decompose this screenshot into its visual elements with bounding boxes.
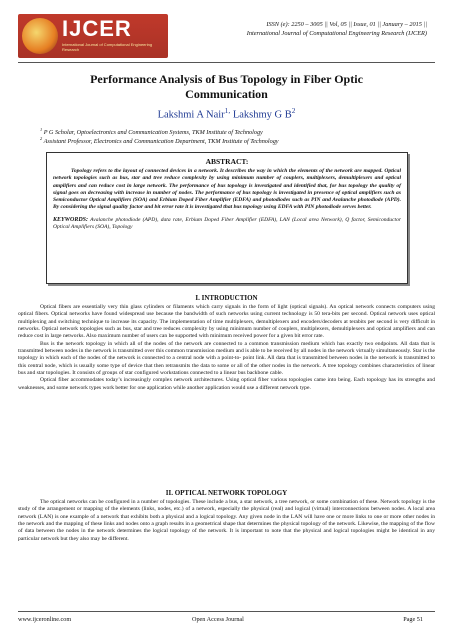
globe-icon [22,18,58,54]
section-heading-introduction: I. INTRODUCTION [195,294,258,302]
introduction-body [18,304,435,392]
issn-line: ISSN (e): 2250 – 3005 || Vol, 05 || Issue, 01 || January – 2015 || [266,21,427,28]
keywords-text: Avalanche photodiode (APD), data rate, Erbium Doped Fiber Amplifier (EDFA), LAN (Local area Network), Q factor, Semiconductor Optical Amplifiers (SOA), Topology [53,216,401,231]
journal-logo [18,14,168,58]
author-2: Lakshmy G B [232,109,292,121]
affiliation-2 [40,135,440,146]
affiliation-1-sup: 1 [40,127,43,132]
paragraph: Optical fibers are essentially very thin glass cylinders or filaments which carry signals in the form of light (optical signals). An optical network connects computers using optical fibers. Optical networks have found widespread use because the bandwidth of such networks using current technology is 50 tera-bits per second. Optical network uses optical multiplexing and switching technique to increase its capacity. The implementation of time multiplexers, demultiplexers and encoders/decoders at terabits per second is very difficult in networks. Optical network topologies such as bus, star and tree reduces complexity by using minimum number of couplers, multiplexers, demultiplexers and optical amplifiers and can reduce cost in large networks. Also maximum number of users can be supported with minimum received power for a given bit error rate. [18,304,435,340]
footer-divider [18,611,435,612]
paper-title: Performance Analysis of Bus Topology in Fiber Optic Communication [90,72,363,101]
paragraph: Bus is the network topology in which all of the nodes of the network are connected to a common transmission medium which has exactly two endpoints. All data that is transmitted between nodes in the network is transmitted over this common transmission medium and is able to be received by all nodes in the network virtually simultaneously. Star is the topology in which each of the nodes of the network is connected to a central node with a point-to- point link. All data that is transmitted between nodes in the network is transmitted to this central node, which is usually some type of device that then retransmits the data to some or all of the other nodes in the network. A tree topology combines characteristics of linear bus and star topologies. It consists of groups of star configured workstations connected to a linear bus backbone cable. [18,340,435,377]
paragraph: Optical fiber accommodates today’s increasingly complex network architectures. Using optical fiber various topologies came into being. Each topology has its strengths and weaknesses, and some network types work better for one application while another application would use a different network type. [18,377,435,391]
abstract-box [46,152,408,284]
affiliation-1-text: P G Scholar, Optoelectronics and Communication Systems, TKM Institute of Technology [43,129,263,137]
section-heading-optical-network-topology: II. OPTICAL NETWORK TOPOLOGY [165,489,288,497]
author-1: Lakshmi A Nair [157,109,225,121]
author-2-sup: 2 [291,106,296,115]
footer-page-number: Page 51 [403,616,423,623]
affiliation-2-sup: 2 [40,136,43,141]
journal-name-line: International Journal of Computational Engineering Research (IJCER) [246,30,427,37]
paragraph: The optical networks can be configured in a number of topologies. These include a bus, a star network, a tree network, or some combination of these. Network topology is the study of the arrangement or mapping of the elements (links, nodes, etc.) of a network, especially the physical (real) and logical (virtual) interconnections between nodes. A local area network (LAN) is one example of a network that exhibits both a physical and a logical topology. Any given node in the LAN will have one or more links to one or more other nodes in the network and the mapping of these links and nodes onto a graph results in a geometrical shape that determines the physical topology of the network. Likewise, the mapping of the flow of data between the nodes in the network determines the logical topology of the network. It is important to note that the physical and logical topologies might be identical in any particular network but they also may be different. [18,499,435,542]
topology-body [18,499,435,543]
footer-open-access: Open Access Journal [192,616,244,623]
abstract-text: Topology refers to the layout of connected devices in a network. It describes the way in which the elements of the network are mapped. Optical network topologies such as bus, star and tree reduce complexity by using minimum number of couplers, multiplexers, demultiplexers and optical amplifiers and can reduce cost in large network. The performance of bus topology is investigated and identified that, for bus topology the quality of signal goes on decreasing with increase in number of nodes. The performance of bus topology is investigated in presence of optical amplifiers such as Semiconductor Optical Amplifiers (SOA) and Erbium Doped Fiber Amplifier (EDFA) and photodiodes such as PIN and Avalanche photodiode (APD). By considering the signal quality factor and bit error rate it is investigated that bus topology using EDFA with PIN photodiode serves better. [53,168,401,211]
journal-meta [247,20,427,38]
logo-tagline: International Journal of Computational Engineering Research [62,42,153,52]
author-line [0,106,453,121]
keywords-label: KEYWORDS: [53,216,89,223]
footer-website-link[interactable]: www.ijceronline.com [18,616,72,623]
abstract-heading: ABSTRACT: [205,157,249,166]
affiliation-2-text: Assistant Professor, Electronics and Communication Department, TKM Institute of Technology [43,138,279,146]
author-1-sup: 1, [224,106,231,115]
keywords [53,217,401,232]
header-divider [18,62,435,63]
logo-wordmark: IJCER [62,16,132,41]
